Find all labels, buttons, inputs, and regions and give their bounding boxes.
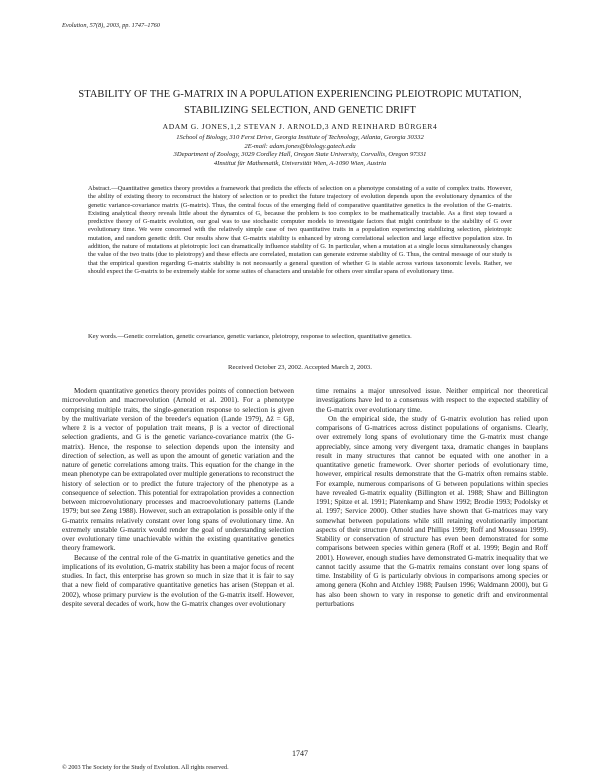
author-list: ADAM G. JONES,1,2 STEVAN J. ARNOLD,3 AND REINHARD BÜRGER4 xyxy=(162,122,438,131)
body-paragraph: Modern quantitative genetics theory provides points of connection between microevolution and macroevolution (Arnold et al. 2001). For a phenotype comprising multiple traits, the single-generation response to selection is given by the multivariate version of the breeder's equation (Lande 1979), Δz̄ = Gβ, where z̄ is a vector of population trait means, β is a vector of directional selection gradients, and G is the genetic variance-covariance matrix (the G-matrix). Hence, the response to selection depends upon the intensity and direction of selection, as well as upon the amount of genetic variation and the nature of genetic correlations among traits. This equation for the change in the mean phenotype can be extrapolated over multiple generations to reconstruct the history of selection or to predict the future trajectory of the phenotype as a consequence of selection. This potential for extrapolation provides a connection between microevolutionary processes and macroevolutionary patterns (Lande 1979; but see Zeng 1988). However, such an extrapolation is possible only if the G-matrix remains relatively constant over long spans of evolutionary time. An extremely unstable G-matrix would render the goal of understanding selection over evolutionary time unachievable within the existing quantitative genetics theory framework. xyxy=(62,387,294,553)
journal-citation: Evolution, 57(8), 2003, pp. 1747–1760 xyxy=(62,22,160,29)
article-title: STABILITY OF THE G-MATRIX IN A POPULATION EXPERIENCING PLEIOTROPIC MUTATION, STABILIZING SELECTION, AND GENETIC DRIFT xyxy=(78,89,522,116)
affiliation-4: 4Institut für Mathematik, Universität Wien, A-1090 Wien, Austria xyxy=(213,159,387,167)
body-right-column xyxy=(316,387,548,609)
affiliation-3: 3Department of Zoology, 3029 Cordley Hall, Oregon State University, Corvallis, Oregon 97331 xyxy=(173,151,427,159)
affiliation-1: 1School of Biology, 310 Ferst Drive, Georgia Institute of Technology, Atlanta, Georgia 30332 xyxy=(176,134,424,141)
affiliation-email: 2E-mail: adam.jones@biology.gatech.edu xyxy=(244,142,356,150)
body-paragraph: On the empirical side, the study of G-matrix evolution has relied upon comparisons of G-matrices across distinct populations of organisms. Clearly, over extremely long spans of evolutionary time the G-matrix must change appreciably, since among very divergent taxa, dramatic changes in bauplans result in many structures that cannot be equated with one another in a quantitative genetic framework. Over shorter periods of evolutionary time, however, empirical results demonstrate that the G-matrix often remains stable. For example, numerous comparisons of G between populations within species have revealed G-matrix equality (Billington et al. 1988; Shaw and Billington 1991; Spitze et al. 1991; Platenkamp and Shaw 1992; Brodie 1993; Podolsky et al. 1997; Service 2000). Other studies have shown that G-matrices may vary somewhat between populations while still retaining evolutionarily important aspects of their structure (Arnold and Phillips 1999; Roff and Mousseau 1999). Stability or conservation of structure has even been demonstrated for some comparisons between species within genera (Roff et al. 1999; Begin and Roff 2001). However, enough studies have demonstrated G-matrix inequality that we cannot tacitly assume that the G-matrix remains constant over long spans of time. Instability of G is particularly obvious in comparisons among species or among genera (Kohn and Atchley 1988; Paulsen 1996; Waldmann 2000), but G has also been shown to vary in response to genetic drift and environmental perturbations xyxy=(316,414,548,608)
body-paragraph: time remains a major unresolved issue. Neither empirical nor theoretical investigations have led to a consensus with respect to the expected stability of the G-matrix over evolutionary time. xyxy=(316,387,548,414)
body-left-column xyxy=(62,387,294,609)
copyright-notice: © 2003 The Society for the Study of Evolution. All rights reserved. xyxy=(62,764,229,771)
affiliations xyxy=(70,134,530,168)
body-paragraph: Because of the central role of the G-matrix in quantitative genetics and the implications of its evolution, G-matrix stability has been a major focus of recent studies. In fact, this enterprise has grown so much in size that it is fair to say that a new field of comparative quantitative genetics has arisen (Steppan et al. 2002), whose primary purview is the evolution of the G-matrix itself. However, despite several decades of work, how the G-matrix changes over evolutionary xyxy=(62,553,294,608)
received-accepted-dates: Received October 23, 2002. Accepted March 2, 2003. xyxy=(228,364,372,371)
abstract: Abstract.—Quantitative genetics theory provides a framework that predicts the effects of selection on a phenotype consisting of a suite of complex traits. However, the ability of existing theory to reconstruct the history of selection or to predict the future trajectory of evolution depends upon the evolutionary dynamics of the genetic variance-covariance matrix (G-matrix). Thus, the central focus of the emerging field of comparative quantitative genetics is the evolution of the G-matrix. Existing analytical theory reveals little about the dynamics of G, because the problem is too complex to be mathematically tractable. As a first step toward a predictive theory of G-matrix evolution, our goal was to use stochastic computer models to investigate factors that might contribute to the stability of G over evolutionary time. We were concerned with the relatively simple case of two quantitative traits in a population experiencing stabilizing selection, pleiotropic mutation, and random genetic drift. Our results show that G-matrix stability is enhanced by strong correlational selection and large effective population size. In addition, the nature of mutations at pleiotropic loci can dramatically influence stability of G. In particular, when a mutation at a single locus simultaneously changes the value of the two traits (due to pleiotropy) and these effects are correlated, mutation can generate extreme stability of G. Thus, the central message of our study is that the empirical question regarding G-matrix stability is not necessarily a general question of whether G is stable across various taxonomic levels. Rather, we should expect the G-matrix to be extremely stable for some suites of characters and unstable for others over similar spans of evolutionary time. xyxy=(88,185,512,275)
page-number: 1747 xyxy=(292,749,308,758)
keywords: Key words.—Genetic correlation, genetic covariance, genetic variance, pleiotropy, response to selection, quantitative genetics. xyxy=(88,333,412,340)
